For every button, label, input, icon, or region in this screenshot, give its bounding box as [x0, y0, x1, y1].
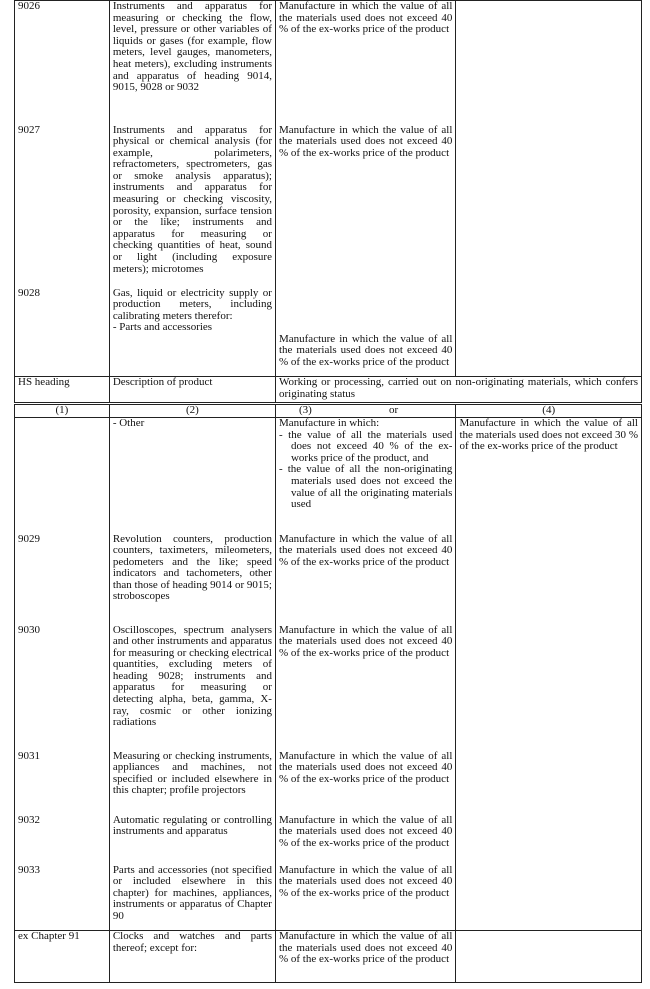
table-row: [15, 815, 642, 865]
alt-rule: [456, 125, 642, 288]
table-row: [15, 865, 642, 931]
product-description: Instruments and apparatus for measuring or checking the flow, level, pressure or other variables of liquids or gases (for example, flow meters, level gauges, manometers, heat meters), excluding instruments and apparatus of heading 9014, 9015, 9028 or 9032: [109, 1, 275, 125]
hs-code: 9033: [15, 865, 110, 931]
hs-code: 9030: [15, 625, 110, 751]
header-description: Description of product: [109, 377, 275, 404]
working-rule: Manufacture in which the value of all the materials used does not exceed 40 % of the ex-works price of the product: [275, 534, 455, 625]
table-row: [15, 751, 642, 815]
col-num-3-label: (3): [298, 404, 312, 416]
alt-rule: [456, 288, 642, 377]
product-description: Automatic regulating or controlling instruments and apparatus: [109, 815, 275, 865]
hs-code: 9028: [15, 288, 110, 377]
col-num-4: (4): [456, 404, 642, 418]
header-hs-heading: HS heading: [15, 377, 110, 404]
alt-rule: [456, 534, 642, 625]
hs-code: 9029: [15, 534, 110, 625]
col-num-1: (1): [15, 404, 110, 418]
table-row: [15, 534, 642, 625]
product-description: Instruments and apparatus for physical or chemical analysis (for example, polarimeters, refractometers, spectrometers, gas or smoke analysis apparatus); instruments and apparatus for measuring or checking viscosity, porosity, expansion, surface tension or the like; instruments and apparatus for measuring or checking quantities of heat, sound or light (including exposure meters); microtomes: [109, 125, 275, 288]
product-description: Parts and accessories (not specified or included elsewhere in this chapter) for machines, appliances, instruments or apparatus of Chapter 90: [109, 865, 275, 931]
table-row: [15, 1, 642, 125]
description-text: Gas, liquid or electricity supply or production meters, including calibrating meters therefor:: [112, 286, 272, 322]
rule-bullet-2: - the value of all the non-originating materials used does not exceed the value of all the originating materials used: [278, 463, 453, 511]
table-row: [15, 288, 642, 377]
hs-code: 9026: [15, 1, 110, 125]
sub-item-parts: - Parts and accessories: [112, 321, 213, 334]
hs-code: [15, 418, 110, 534]
working-rule: Manufacture in which the value of all the materials used does not exceed 40 % of the ex-works price of the product: [275, 751, 455, 815]
table-row: [15, 125, 642, 288]
product-description: Revolution counters, production counters, taximeters, mileometers, pedometers and the like; speed indicators and tachometers, other than those of heading 9014 or 9015; stroboscopes: [109, 534, 275, 625]
table-row: [15, 418, 642, 534]
col-num-3: [275, 404, 455, 418]
working-rule: Manufacture in which the value of all the materials used does not exceed 40 % of the ex-works price of the product: [275, 625, 455, 751]
rule-bullet-1: - the value of all the materials used does not exceed 40 % of the ex-works price of the product, and: [278, 428, 453, 464]
table-row: [15, 625, 642, 751]
table-row: [15, 931, 642, 983]
header-working: Working or processing, carried out on non-originating materials, which confers originating status: [275, 377, 641, 404]
working-rule-text: Manufacture in which the value of all the materials used does not exceed 40 % of the ex-works price of the product: [278, 332, 453, 368]
working-rule: Manufacture in which the value of all the materials used does not exceed 40 % of the ex-works price of the product: [275, 815, 455, 865]
rules-table: [14, 0, 642, 983]
alt-rule: [456, 931, 642, 983]
hs-code: 9031: [15, 751, 110, 815]
alt-rule: [456, 625, 642, 751]
alt-rule: [456, 1, 642, 125]
column-numbers-row: [15, 404, 642, 418]
hs-code: 9032: [15, 815, 110, 865]
alt-rule: [456, 751, 642, 815]
working-rule: [275, 288, 455, 377]
rule-intro: Manufacture in which:: [278, 417, 380, 429]
alt-rule: [456, 815, 642, 865]
alt-rule: Manufacture in which the value of all the materials used does not exceed 30 % of the ex-works price of the product: [456, 418, 642, 534]
working-rule: Manufacture in which the value of all the materials used does not exceed 40 % of the ex-works price of the product: [275, 931, 455, 983]
col-num-2: (2): [109, 404, 275, 418]
working-rule: Manufacture in which the value of all the materials used does not exceed 40 % of the ex-works price of the product: [275, 1, 455, 125]
hs-code: ex Chapter 91: [15, 931, 110, 983]
product-description: Oscilloscopes, spectrum analysers and other instruments and apparatus for measuring or checking electrical quantities, excluding meters of heading 9028; instruments and apparatus for measuring or detecting alpha, beta, gamma, X-ray, cosmic or other ionizing radiations: [109, 625, 275, 751]
working-rule: Manufacture in which the value of all the materials used does not exceed 40 % of the ex-works price of the product: [275, 865, 455, 931]
product-description: - Other: [109, 418, 275, 534]
product-description: [109, 288, 275, 377]
alt-rule: [456, 865, 642, 931]
or-label: or: [388, 404, 399, 416]
working-rule: Manufacture in which the value of all the materials used does not exceed 40 % of the ex-works price of the product: [275, 125, 455, 288]
working-rule: [275, 418, 455, 534]
hs-code: 9027: [15, 125, 110, 288]
product-description: Measuring or checking instruments, appliances and machines, not specified or included elsewhere in this chapter; profile projectors: [109, 751, 275, 815]
table-header-row: [15, 377, 642, 404]
product-description: Clocks and watches and parts thereof; except for:: [109, 931, 275, 983]
